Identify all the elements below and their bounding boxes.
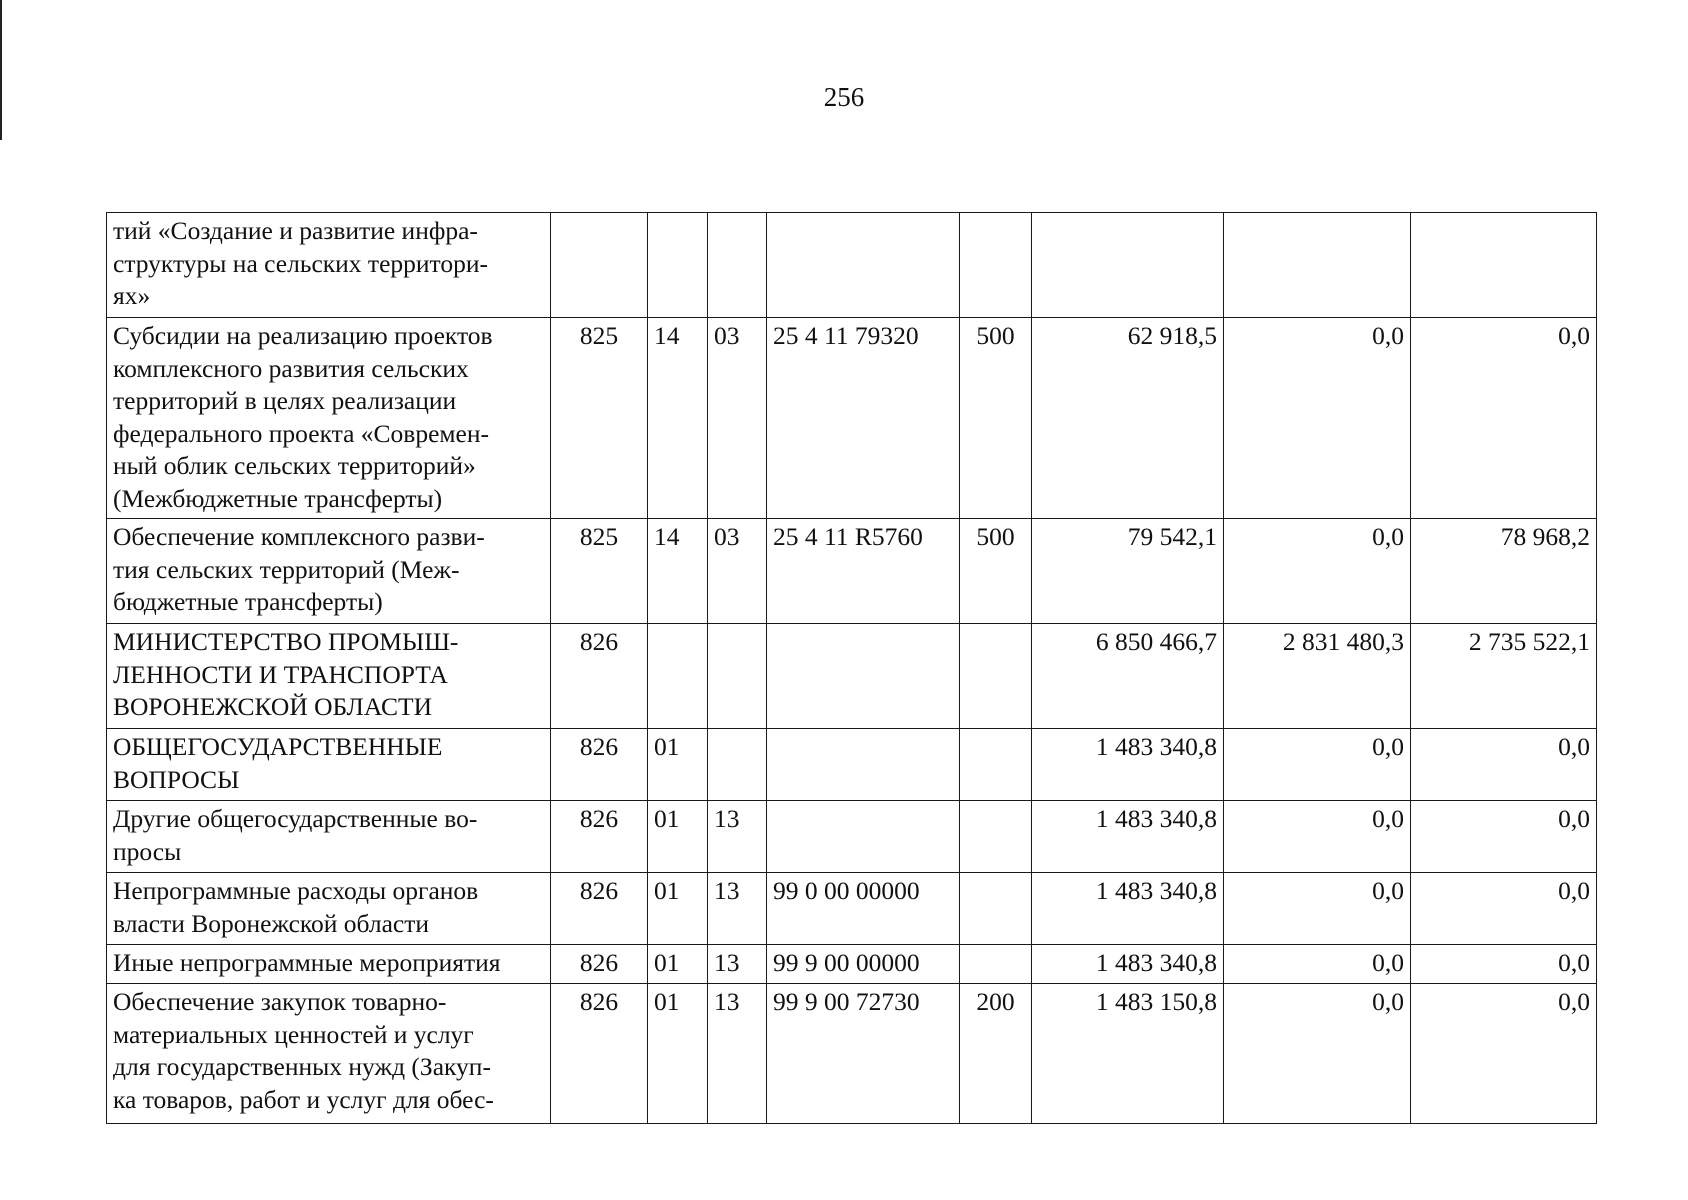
table-body — [107, 213, 1597, 1124]
subsection-code-cell — [708, 213, 767, 318]
target-article-cell: 99 0 00 00000 — [767, 873, 960, 945]
row-name-cell: МИНИСТЕРСТВО ПРОМЫШ- ЛЕННОСТИ И ТРАНСПОРТА ВОРОНЕЖСКОЙ ОБЛАСТИ — [107, 624, 551, 729]
expense-type-cell: 500 — [960, 519, 1032, 624]
amount-year2-cell: 0,0 — [1224, 801, 1411, 873]
amount-year2-cell — [1224, 213, 1411, 318]
target-article-cell: 99 9 00 72730 — [767, 984, 960, 1124]
grbs-code-cell: 826 — [551, 873, 648, 945]
table-row — [107, 873, 1597, 945]
grbs-code-cell: 826 — [551, 945, 648, 984]
table-row — [107, 624, 1597, 729]
subsection-code-cell: 03 — [708, 318, 767, 519]
amount-year3-cell: 0,0 — [1411, 801, 1597, 873]
expense-type-cell — [960, 213, 1032, 318]
amount-year3-cell: 0,0 — [1411, 729, 1597, 801]
grbs-code-cell: 825 — [551, 318, 648, 519]
amount-year2-cell: 0,0 — [1224, 318, 1411, 519]
target-article-cell: 25 4 11 79320 — [767, 318, 960, 519]
section-code-cell — [648, 624, 708, 729]
table-row — [107, 945, 1597, 984]
subsection-code-cell: 13 — [708, 873, 767, 945]
grbs-code-cell — [551, 213, 648, 318]
expense-type-cell — [960, 945, 1032, 984]
row-name-cell: Иные непрограммные мероприятия — [107, 945, 551, 984]
amount-year3-cell: 0,0 — [1411, 873, 1597, 945]
amount-year2-cell: 2 831 480,3 — [1224, 624, 1411, 729]
target-article-cell — [767, 213, 960, 318]
row-name-cell: Непрограммные расходы органов власти Воронежской области — [107, 873, 551, 945]
section-code-cell: 01 — [648, 984, 708, 1124]
section-code-cell: 01 — [648, 801, 708, 873]
table-row — [107, 318, 1597, 519]
amount-year3-cell: 78 968,2 — [1411, 519, 1597, 624]
table-row — [107, 729, 1597, 801]
expense-type-cell — [960, 873, 1032, 945]
section-code-cell: 01 — [648, 945, 708, 984]
subsection-code-cell — [708, 624, 767, 729]
amount-year1-cell: 6 850 466,7 — [1032, 624, 1224, 729]
target-article-cell — [767, 729, 960, 801]
expense-type-cell — [960, 624, 1032, 729]
subsection-code-cell: 13 — [708, 945, 767, 984]
expense-type-cell: 200 — [960, 984, 1032, 1124]
grbs-code-cell: 825 — [551, 519, 648, 624]
section-code-cell — [648, 213, 708, 318]
target-article-cell — [767, 624, 960, 729]
row-name-cell: Субсидии на реализацию проектов комплексного развития сельских территорий в целях реализации федерального проекта «Современ- ный облик сельских территорий» (Межбюджетные трансферты) — [107, 318, 551, 519]
amount-year1-cell: 1 483 150,8 — [1032, 984, 1224, 1124]
amount-year2-cell: 0,0 — [1224, 729, 1411, 801]
amount-year2-cell: 0,0 — [1224, 873, 1411, 945]
amount-year1-cell: 1 483 340,8 — [1032, 801, 1224, 873]
expense-type-cell: 500 — [960, 318, 1032, 519]
amount-year3-cell: 0,0 — [1411, 945, 1597, 984]
section-code-cell: 01 — [648, 873, 708, 945]
subsection-code-cell — [708, 729, 767, 801]
table-row — [107, 213, 1597, 318]
row-name-cell: ОБЩЕГОСУДАРСТВЕННЫЕ ВОПРОСЫ — [107, 729, 551, 801]
subsection-code-cell: 03 — [708, 519, 767, 624]
table-row — [107, 801, 1597, 873]
target-article-cell — [767, 801, 960, 873]
scan-edge-line — [0, 0, 2, 140]
section-code-cell: 14 — [648, 318, 708, 519]
page-number: 256 — [823, 82, 865, 112]
amount-year2-cell: 0,0 — [1224, 519, 1411, 624]
section-code-cell: 01 — [648, 729, 708, 801]
amount-year3-cell: 0,0 — [1411, 318, 1597, 519]
amount-year1-cell: 79 542,1 — [1032, 519, 1224, 624]
row-name-cell: тий «Создание и развитие инфра- структуры на сельских территори- ях» — [107, 213, 551, 318]
amount-year1-cell: 1 483 340,8 — [1032, 873, 1224, 945]
row-name-cell: Обеспечение закупок товарно- материальных ценностей и услуг для государственных нужд (Закуп- ка товаров, работ и услуг для обес- — [107, 984, 551, 1124]
subsection-code-cell: 13 — [708, 984, 767, 1124]
grbs-code-cell: 826 — [551, 984, 648, 1124]
amount-year1-cell — [1032, 213, 1224, 318]
table-row — [107, 984, 1597, 1124]
table-row — [107, 519, 1597, 624]
expense-type-cell — [960, 729, 1032, 801]
amount-year1-cell: 1 483 340,8 — [1032, 729, 1224, 801]
amount-year3-cell — [1411, 213, 1597, 318]
target-article-cell: 99 9 00 00000 — [767, 945, 960, 984]
target-article-cell: 25 4 11 R5760 — [767, 519, 960, 624]
amount-year2-cell: 0,0 — [1224, 984, 1411, 1124]
row-name-cell: Другие общегосударственные во- просы — [107, 801, 551, 873]
budget-table — [106, 212, 1597, 1124]
grbs-code-cell: 826 — [551, 624, 648, 729]
amount-year3-cell: 0,0 — [1411, 984, 1597, 1124]
amount-year1-cell: 1 483 340,8 — [1032, 945, 1224, 984]
grbs-code-cell: 826 — [551, 801, 648, 873]
amount-year3-cell: 2 735 522,1 — [1411, 624, 1597, 729]
row-name-cell: Обеспечение комплексного разви- тия сельских территорий (Меж- бюджетные трансферты) — [107, 519, 551, 624]
subsection-code-cell: 13 — [708, 801, 767, 873]
section-code-cell: 14 — [648, 519, 708, 624]
amount-year2-cell: 0,0 — [1224, 945, 1411, 984]
expense-type-cell — [960, 801, 1032, 873]
grbs-code-cell: 826 — [551, 729, 648, 801]
amount-year1-cell: 62 918,5 — [1032, 318, 1224, 519]
